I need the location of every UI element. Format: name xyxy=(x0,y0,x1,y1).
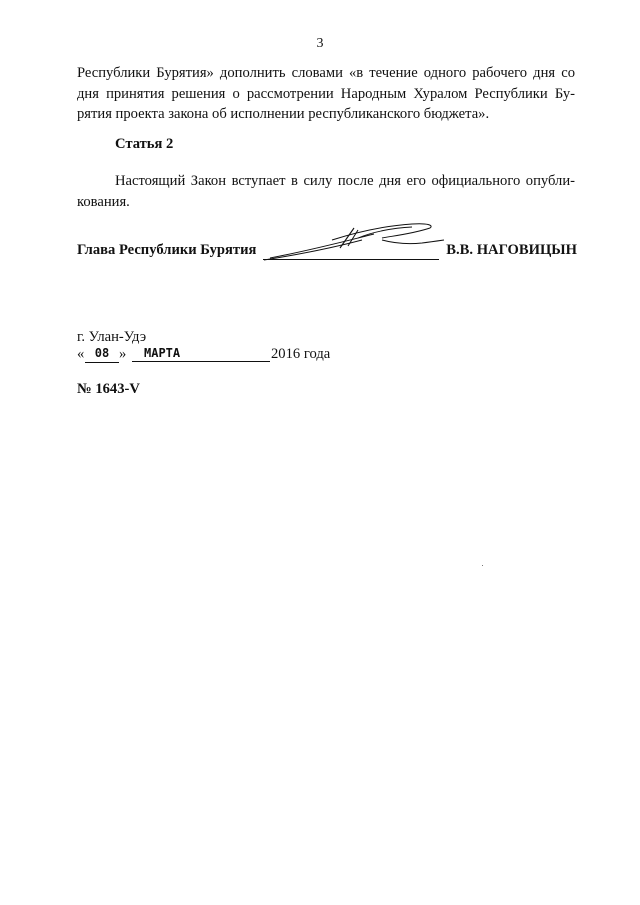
page-number: 3 xyxy=(316,36,324,51)
text-line: кования. xyxy=(77,193,130,210)
text-line: дня принятия решения о рассмотрении Народным Хуралом Республики Бу- xyxy=(77,85,575,102)
date-year: 2016 года xyxy=(271,346,331,362)
text-line: Республики Бурятия» дополнить словами «в течение одного рабочего дня со xyxy=(77,65,575,81)
date-quote-close: » xyxy=(119,346,127,362)
signing-date xyxy=(77,346,377,366)
date-day: 08 xyxy=(85,346,119,363)
law-number: № 1643-V xyxy=(77,381,140,397)
signatory-title: Глава Республики Бурятия xyxy=(77,242,257,258)
handwritten-signature xyxy=(262,218,462,268)
article-heading: Статья 2 xyxy=(115,136,174,152)
paragraph-article-1-end xyxy=(77,63,575,125)
scan-speck xyxy=(482,565,483,566)
text-line: Настоящий Закон вступает в силу после дня его официального опубли- xyxy=(115,173,575,189)
text-line: рятия проекта закона об исполнении республиканского бюджета». xyxy=(77,106,490,122)
date-month: МАРТА xyxy=(132,346,270,362)
place-of-signing: г. Улан-Удэ xyxy=(77,329,147,345)
signatory-name: В.В. НАГОВИЦЫН xyxy=(446,242,577,258)
date-quote-open: « xyxy=(77,346,85,362)
paragraph-article-2 xyxy=(77,171,575,212)
